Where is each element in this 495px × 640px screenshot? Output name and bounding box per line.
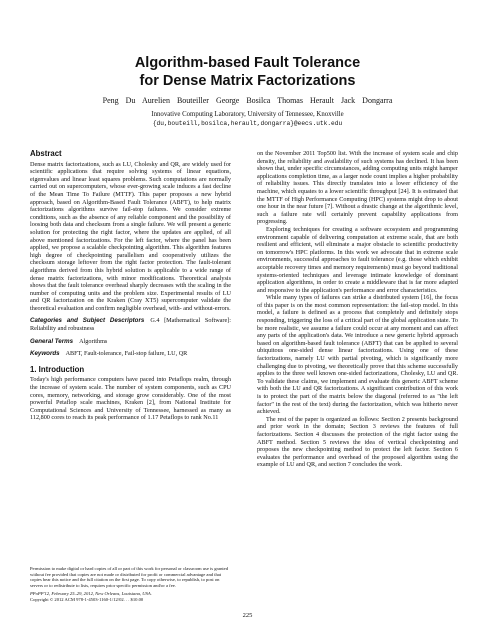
affiliation: Innovative Computing Laboratory, University of Tennessee, Knoxville <box>151 111 344 118</box>
general-terms-line <box>30 338 231 346</box>
affiliation-block <box>0 111 495 128</box>
right-paragraph-4: The rest of the paper is organized as follows: Section 2 presents background and prior work in the domain; Section 3 reviews the features of full factorizations. Section 4 discusses the protection of the right factor using the ABFT method. Section 5 reviews the idea of vertical checkpointing and proposes the new checkpointing method to protect the left factor. Section 6 evaluates the performance and overhead of the proposed algorithm using the example of LU and QR, and section 7 concludes the work. <box>257 415 458 469</box>
general-terms-label: General Terms <box>30 337 74 345</box>
right-paragraph-2: Exploring techniques for creating a software ecosystem and programming environment capable of delivering computation at extreme scale, that are both resilient and efficient, will eliminate a major obstacle to scientific productivity on tomorrow's HPC platforms. In this work we advocate that in extreme scale environments, successful approaches to fault tolerance (e.g. those which exhibit acceptable recovery times and memory requirements) must go beyond traditional systems-oriented techniques and leverage intimate knowledge of dominant application algorithms, in order to create a middleware that is far more adapted and responsive to the application's performance and error characteristics. <box>257 225 458 294</box>
introduction-heading: 1. Introduction <box>30 364 85 374</box>
keywords-label: Keywords <box>30 350 60 358</box>
title-line-2: for Dense Matrix Factorizations <box>139 73 356 89</box>
title-line-1: Algorithm-based Fault Tolerance <box>134 55 361 71</box>
right-paragraph-1: on the November 2011 Top500 list. With the increase of system scale and chip density, the reliability and availability of such systems has declined. It has been shown that, under specific circumstances, adding computing units might hamper applications completion time, as a larger node count implies a higher probability of reliability issues. This directly translates into a lower efficiency of the machine, which equates to a lower scientific throughput [24]. It is estimated that the MTTF of High Performance Computing (HPC) systems might drop to about one hour in the near future [7]. Without a drastic change at the algorithmic level, such a failure rate will certainly prevent capability applications from progressing. <box>257 150 458 226</box>
right-column <box>257 150 458 469</box>
permission-footnote <box>30 566 231 603</box>
left-column <box>30 150 231 422</box>
keywords-value: ABFT, Fault-tolerance, Fail-stop failure, LU, QR <box>65 350 188 358</box>
abstract-text: Dense matrix factorizations, such as LU, Cholesky and QR, are widely used for scientific applications that require solving systems of linear equations, eigenvalues and linear least squares problems. Such computations are normally carried out on supercomputers, whose ever-growing scale induces a fast decline of the Mean Time To Failure (MTTF). This paper proposes a new hybrid approach, based on Algorithm-Based Fault Tolerance (ABFT), to help matrix factorizations algorithms survive fail-stop failures. We consider extreme conditions, such as the absence of any reliable component and the possibility of loosing both data and checksum from a single failure. We will present a generic solution for protecting the right factor, where the updates are applied, of all above mentioned factorizations. For the left factor, where the panel has been applied, we propose a scalable checkpointing algorithm. This algorithm features high degree of checkpointing parallelism and cooperatively utilizes the checksum storage leftover from the right factor protection. The fault-tolerant algorithms derived from this hybrid solution is applicable to a wide range of dense matrix factorizations, with minor modifications. Theoretical analysis shows that the fault tolerance overhead sharply decreases with the scaling in the number of computing units and the problem size. Experimental results of LU and QR factorization on the Kraken (Cray XT5) supercomputer validate the theoretical evaluation and confirm negligible overhead, with- and without-errors. <box>30 160 231 312</box>
author-list: Peng Du Aurelien Bouteiller George Bosilca Thomas Herault Jack Dongarra <box>102 96 393 105</box>
categories-line <box>30 317 231 332</box>
author-emails: {du,bouteill,bosilca,herault,dongarra}@eecs.utk.edu <box>152 119 343 127</box>
introduction-text: Today's high performance computers have paced into Petaflops realm, through the increase of system scale. The number of system components, such as CPU cores, memory, networking, and storage grow considerably. One of the most powerful Petaflop scale machines, Kraken [2], from National Institute for Computational Sciences and University of Tennessee, harnessed as many as 112,800 cores to reach its peak performance of 1.17 Petaflops to rank No.11 <box>30 376 231 422</box>
permission-text: Permission to make digital or hard copies of all or part of this work for personal or classroom use is granted without fee provided that copies are not made or distributed for profit or commercial advantage and that copies bear this notice and the full citation on the first page. To copy otherwise, to republish, to post on servers or to redistribute to lists, requires prior specific permission and/or a fee. <box>30 566 228 588</box>
page-number: 225 <box>242 612 253 619</box>
right-paragraph-3: While many types of failures can strike a distributed system [16], the focus of this paper is on the most common representation: the fail-stop model. In this model, a failure is defined as a process that completely and definitely stops responding, triggering the loss of a critical part of the global application state. To be more realistic, we assume a failure could occur at any moment and can affect any parts of the application's data. We introduce a new generic hybrid approach based on algorithm-based fault tolerance (ABFT) that can be applied to several ubiquitous one-sided dense linear factorizations. Using one of these factorizations, namely LU with partial pivoting, which is significantly more challenging due to pivoting, we theoretically prove that this scheme successfully applies to the three well known one-sided factorizations, Cholesky, LU and QR. To validate these claims, we implement and evaluate this generic ABFT scheme with both the LU and QR factorizations. A significant contribution of this work is to protect the part of the matrix below the diagonal (referred to as "the left factor" in the rest of the text) during the factorization, which was hitherto never achieved. <box>257 294 458 416</box>
general-terms-value: Algorithms <box>79 337 108 345</box>
abstract-heading: Abstract <box>30 149 62 158</box>
copyright-info: Copyright © 2012 ACM 978-1-4503-1160-1/12/02. . . $10.00 <box>30 596 144 602</box>
categories-value: G.4 [Mathematical Software]: Reliability and robustness <box>30 317 231 333</box>
paper-title <box>0 54 495 90</box>
conference-info: PPoPP'12, February 25–29, 2012, New Orleans, Louisiana, USA. <box>30 591 152 597</box>
categories-label: Categories and Subject Descriptors <box>30 317 145 325</box>
keywords-line <box>30 350 231 358</box>
